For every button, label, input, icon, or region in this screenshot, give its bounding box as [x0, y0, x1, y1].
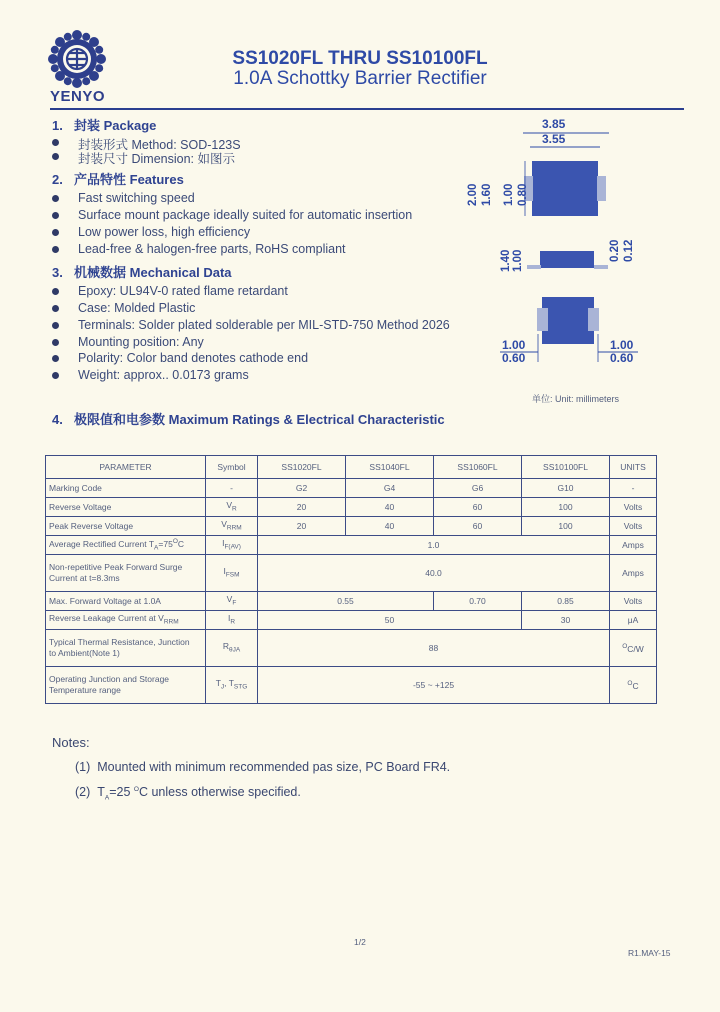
table-row: Typical Thermal Resistance, Junction to Ambient(Note 1) $R_{\theta JA}$ 88 $^O$C/W — [46, 630, 657, 667]
dim-pad-right-1: 1.00 — [610, 338, 634, 352]
revision-code: R1.MAY-15 — [628, 948, 671, 958]
dim-top-width-2: 3.55 — [542, 132, 566, 146]
dim-top-width-1: 3.85 — [542, 117, 566, 131]
table-row: Average Rectified Current $T_A=75^OC$ $I_{F(AV)}$ 1.0 Amps — [46, 536, 657, 555]
page-subtitle: 1.0A Schottky Barrier Rectifier — [233, 68, 487, 89]
list-item: Fast switching speed — [78, 191, 195, 205]
header-rule — [50, 108, 684, 110]
page-number: 1/2 — [354, 937, 366, 947]
note-1: (1) Mounted with minimum recommended pas size, PC Board FR4. — [75, 760, 451, 774]
list-item: Lead-free & halogen-free parts, RoHS compliant — [78, 242, 346, 256]
note-2: (2) $T_A=25$ $^O$C unless otherwise specified. — [75, 785, 301, 802]
table-row: Max. Forward Voltage at 1.0A $V_F$ 0.55 0.70 0.85 Volts — [46, 592, 657, 611]
table-row: Reverse Voltage $V_R$ 20 40 60 100 Volts — [46, 498, 657, 517]
section-mechanical-heading: 3. 机械数据 Mechanical Data — [52, 265, 232, 280]
table-row: Non-repetitive Peak Forward Surge Current at t=8.3ms $I_{FSM}$ 40.0 Amps — [46, 555, 657, 592]
section-package-heading: 1. 封装 Package — [52, 118, 157, 133]
table-row: Peak Reverse Voltage $V_{RRM}$ 20 40 60 100 Volts — [46, 517, 657, 536]
unit-label: 单位: Unit: millimeters — [532, 394, 620, 404]
section-ratings-heading: 4. 极限值和电参数 Maximum Ratings & Electrical Characteristic — [52, 412, 445, 427]
list-item: 封装尺寸 Dimension: 如图示 — [78, 149, 235, 167]
list-item: Terminals: Solder plated solderable per MIL-STD-750 Method 2026 — [78, 318, 450, 332]
page-title: SS1020FL THRU SS10100FL — [232, 48, 488, 69]
dim-lead-t1: 0.20 — [609, 239, 621, 262]
dim-lead-t2: 0.12 — [623, 239, 635, 262]
list-item: Low power loss, high efficiency — [78, 225, 250, 239]
dim-side-h1: 1.40 — [500, 249, 512, 272]
table-row: Operating Junction and Storage Temperature range $T_J$, $T_{STG}$ -55 ~ +125 $^O$C — [46, 667, 657, 704]
brand-name: YENYO — [50, 88, 106, 105]
list-item: Polarity: Color band denotes cathode end — [78, 351, 308, 365]
list-item: 封装形式 Method: SOD-123S — [78, 135, 241, 153]
table-row: Marking Code - G2 G4 G6 G10 - — [46, 479, 657, 498]
dim-pad-right-2: 0.60 — [610, 351, 634, 365]
table-header-row: PARAMETER Symbol SS1020FL SS1040FL SS1060FL SS10100FL UNITS — [46, 456, 657, 479]
list-item: Weight: approx.. 0.0173 grams — [78, 368, 249, 382]
dim-h-body: 1.00 — [503, 183, 515, 206]
list-item: Surface mount package ideally suited for automatic insertion — [78, 208, 412, 222]
dim-h-inner: 0.80 — [517, 183, 529, 206]
dim-h-outer: 2.00 — [467, 183, 479, 206]
dim-pad-left-1: 1.00 — [502, 338, 526, 352]
dim-h-mid: 1.60 — [481, 183, 493, 206]
dim-pad-left-2: 0.60 — [502, 351, 526, 365]
list-item: Epoxy: UL94V-0 rated flame retardant — [78, 284, 288, 298]
section-features-heading: 2. 产品特性 Features — [52, 172, 184, 187]
notes-heading: Notes: — [52, 735, 90, 750]
list-item: Mounting position: Any — [78, 335, 204, 349]
list-item: Case: Molded Plastic — [78, 301, 195, 315]
package-dimension-diagram — [460, 112, 660, 412]
ratings-table — [45, 455, 657, 704]
table-row: Reverse Leakage Current at $V_{RRM}$ $I_R$ 50 30 μA — [46, 611, 657, 630]
dim-side-h2: 1.00 — [512, 249, 524, 272]
